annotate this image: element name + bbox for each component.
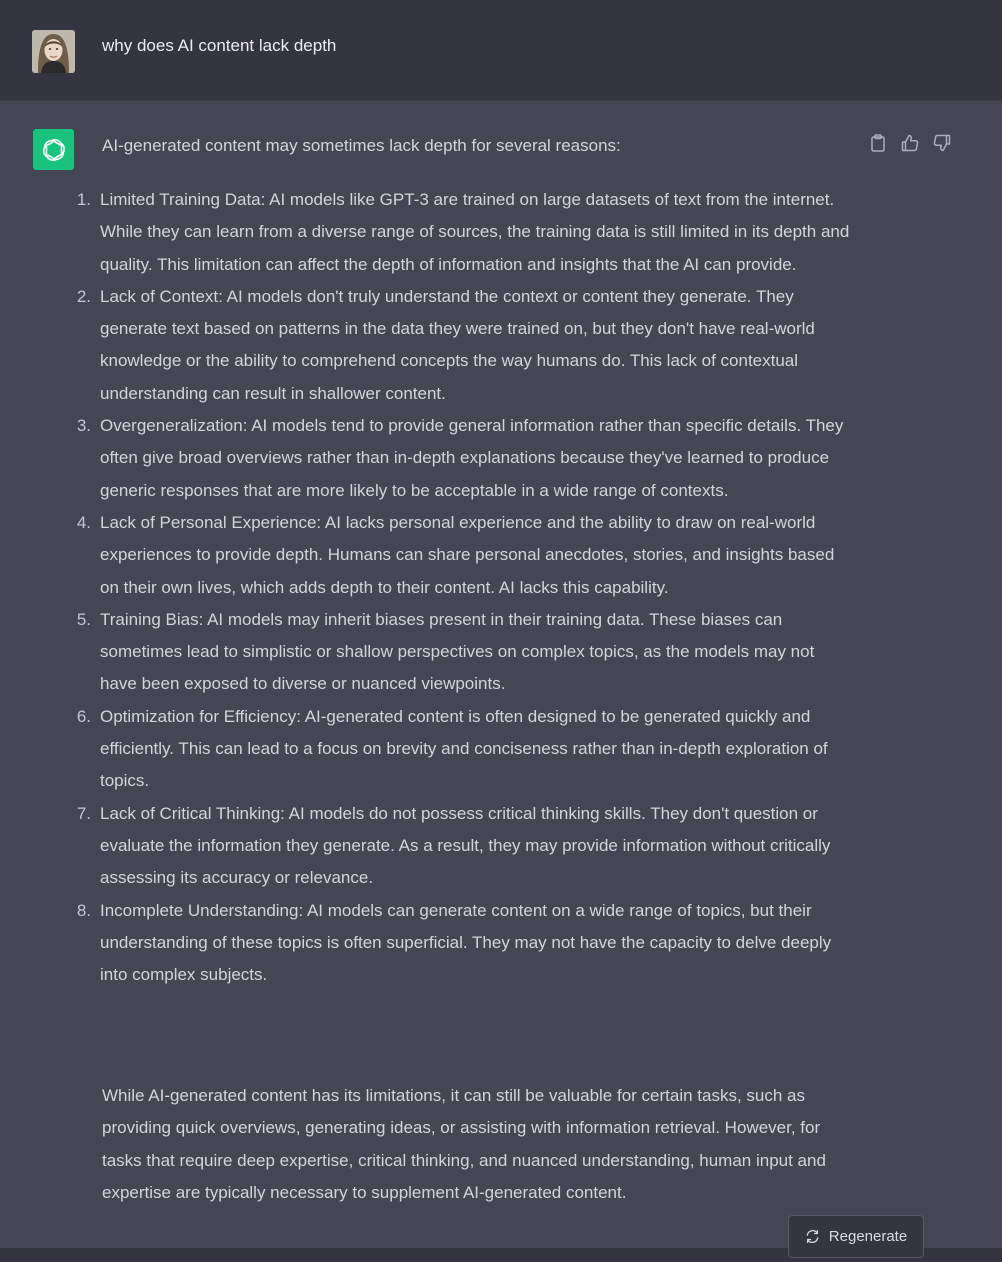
list-item-text: Overgeneralization: AI models tend to provide general information rather than specific details. They often give broad overviews rather than in-depth explanations because they've learned to produce generic responses that are more likely to be acceptable in a wide range of contexts. (100, 416, 844, 500)
list-item (0, 701, 1002, 798)
regenerate-button[interactable] (788, 1215, 924, 1258)
list-item-number: 1. (76, 190, 91, 209)
list-item-number: 4. (76, 512, 91, 532)
copy-button[interactable] (868, 132, 888, 154)
list-item-text: Incomplete Understanding: AI models can generate content on a wide range of topics, but their understanding of these topics is often superficial. They may not have the capacity to delve deeply into complex subjects. (100, 900, 832, 985)
regenerate-label: Regenerate (828, 1228, 908, 1245)
thumbs-up-icon (901, 134, 919, 152)
list-item (0, 798, 1002, 895)
message-actions (868, 132, 952, 154)
list-item-number: 5. (76, 609, 91, 629)
assistant-intro: AI-generated content may sometimes lack depth for several reasons: (102, 136, 621, 155)
user-avatar (32, 30, 75, 73)
list-item (0, 410, 1002, 507)
list-item-number: 8. (76, 900, 91, 920)
list-item-text: Lack of Personal Experience: AI lacks personal experience and the ability to draw on real-world experiences to provide depth. Humans can share personal anecdotes, stories, and insights based on their own lives, which adds depth to their content. AI lacks this capability. (100, 512, 835, 597)
list-item-text: Lack of Critical Thinking: AI models do not possess critical thinking skills. They don't question or evaluate the information they generate. As a result, they may provide information without critically assessing its accuracy or relevance. (100, 803, 831, 888)
user-message-row (0, 0, 1002, 101)
assistant-closing-paragraph: While AI-generated content has its limitations, it can still be valuable for certain tasks, such as providing quick overviews, generating ideas, or assisting with information retrieval. However, for tasks that require deep expertise, critical thinking, and nuanced understanding, human input and expertise are typically necessary to supplement AI-generated content. (102, 1086, 826, 1202)
user-message-text: why does AI content lack depth (102, 36, 337, 55)
refresh-icon (805, 1229, 820, 1244)
thumbs-down-icon (933, 134, 951, 152)
list-item-number: 6. (76, 706, 91, 726)
list-item (0, 184, 1002, 281)
list-item (0, 281, 1002, 410)
list-item (0, 604, 1002, 701)
list-item-text: Limited Training Data: AI models like GPT-3 are trained on large datasets of text from the internet. While they can learn from a diverse range of sources, the training data is still limited in its depth and quality. This limitation can affect the depth of information and insights that the AI can provide. (100, 190, 850, 274)
reasons-list (0, 184, 1002, 991)
thumbs-up-button[interactable] (900, 132, 920, 154)
list-item-number: 2. (76, 286, 91, 306)
clipboard-icon (870, 134, 886, 152)
openai-logo-icon (33, 129, 74, 170)
list-item (0, 507, 1002, 604)
list-item-text: Lack of Context: AI models don't truly understand the context or content they generate. They generate text based on patterns in the data they were trained on, but they don't have real-world knowledge or the ability to comprehend concepts the way humans do. This lack of contextual understanding can result in shallower content. (100, 286, 815, 403)
list-item-text: Optimization for Efficiency: AI-generated content is often designed to be generated quickly and efficiently. This can lead to a focus on brevity and conciseness rather than in-depth exploration of topics. (100, 706, 828, 791)
list-item-number: 7. (76, 803, 91, 823)
list-item (0, 895, 1002, 992)
thumbs-down-button[interactable] (932, 132, 952, 154)
list-item-number: 3. (76, 416, 91, 436)
list-item-text: Training Bias: AI models may inherit biases present in their training data. These biases can sometimes lead to simplistic or shallow perspectives on complex topics, as the models may not have been exposed to diverse or nuanced viewpoints. (100, 609, 815, 694)
